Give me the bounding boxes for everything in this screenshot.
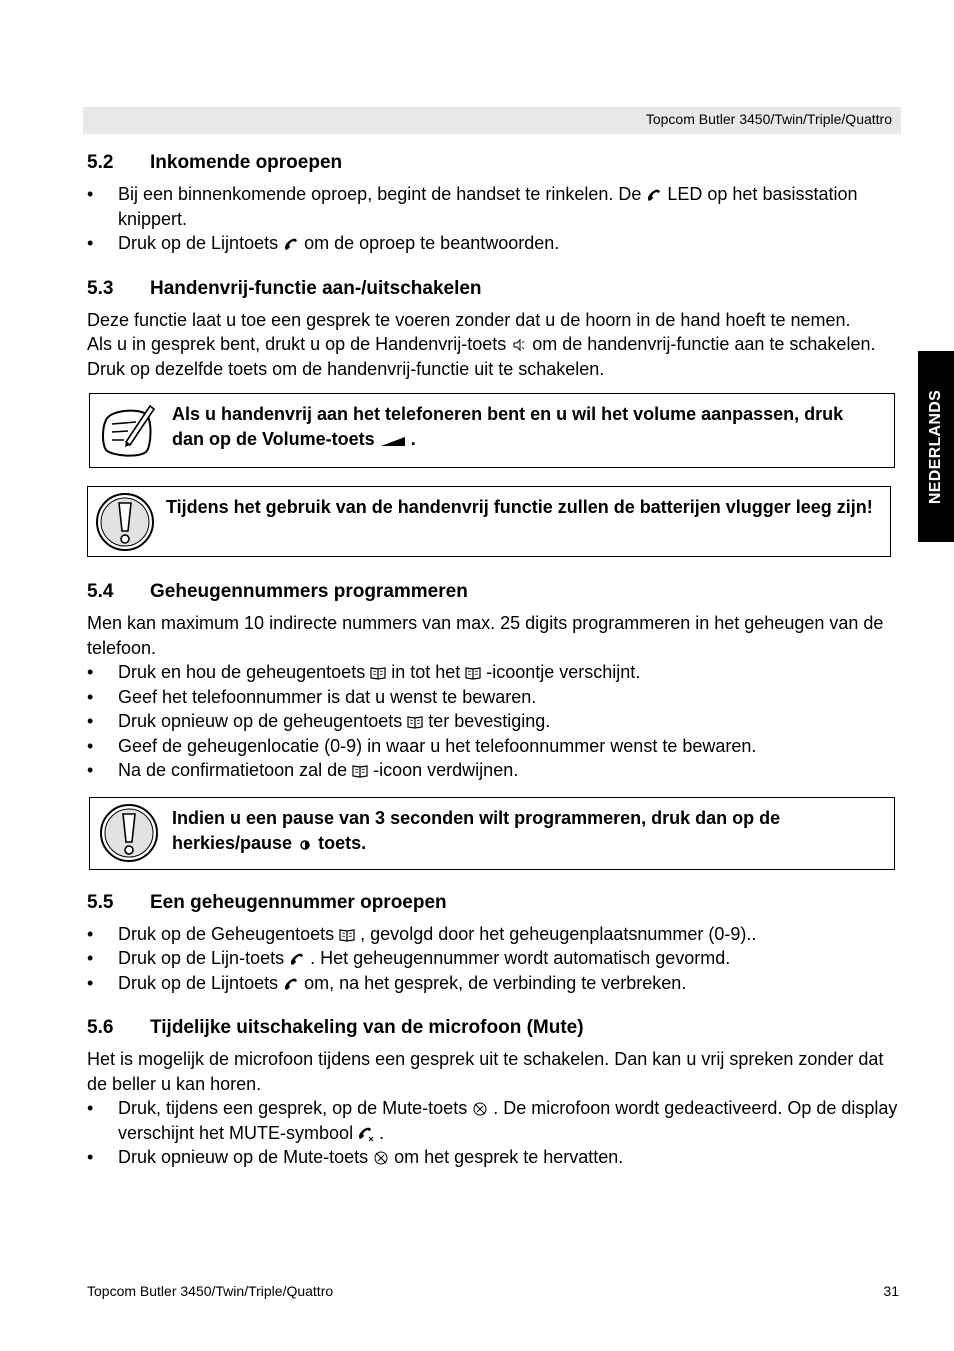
- paragraph: Druk op dezelfde toets om de handenvrij-functie uit te schakelen.: [87, 358, 605, 379]
- page-number: 31: [883, 1283, 899, 1299]
- exclamation-icon: [98, 802, 160, 864]
- section-5-2: [87, 150, 899, 256]
- list-item: • Druk op de Lijntoets om de oproep te beantwoorden.: [87, 231, 899, 256]
- section-5-4: [87, 579, 899, 870]
- bullet-list: [87, 182, 899, 256]
- phonebook-icon: [369, 664, 387, 682]
- phone-icon: [645, 186, 663, 204]
- mute-icon: [372, 1149, 390, 1167]
- warning-box: Indien u een pause van 3 seconden wilt programmeren, druk dan op de herkies/pause toets.: [89, 797, 895, 870]
- list-item: • Na de confirmatietoon zal de -icoon verdwijnen.: [87, 758, 899, 783]
- phone-icon: [282, 235, 300, 253]
- pause-icon: [296, 835, 314, 853]
- speaker-icon: [510, 336, 528, 354]
- volume-icon: [379, 431, 407, 449]
- paragraph: Deze functie laat u toe een gesprek te voeren zonder dat u de hoorn in de hand hoeft te nemen.: [87, 309, 851, 330]
- bullet-list: [87, 922, 899, 996]
- phone-icon: [282, 975, 300, 993]
- section-5-5: [87, 890, 899, 996]
- note-pad-icon: [98, 400, 160, 462]
- list-item: • Druk op de Lijntoets om, na het gesprek, de verbinding te verbreken.: [87, 971, 899, 996]
- list-item: • Bij een binnenkomende oproep, begint de handset te rinkelen. De LED op het basisstation knippert.: [87, 182, 899, 231]
- list-item: • Geef de geheugenlocatie (0-9) in waar u het telefoonnummer wenst te bewaren.: [87, 734, 899, 759]
- section-5-6: [87, 1015, 899, 1170]
- list-item: • Druk, tijdens een gesprek, op de Mute-toets . De microfoon wordt gedeactiveerd. Op de display verschijnt het MUTE-symbool .: [87, 1096, 899, 1145]
- list-item: • Druk opnieuw op de Mute-toets om het gesprek te hervatten.: [87, 1145, 899, 1170]
- section-heading: 5.6 Tijdelijke uitschakeling van de microfoon (Mute): [87, 1017, 584, 1038]
- list-item: • Druk en hou de geheugentoets in tot het -icoontje verschijnt.: [87, 660, 899, 685]
- footer-title: Topcom Butler 3450/Twin/Triple/Quattro: [87, 1283, 334, 1299]
- phonebook-icon: [464, 664, 482, 682]
- header-bar: [83, 107, 901, 134]
- exclamation-icon: [94, 491, 156, 553]
- mute-symbol-icon: [357, 1125, 375, 1143]
- header-title: Topcom Butler 3450/Twin/Triple/Quattro: [645, 111, 892, 127]
- list-item: • Druk op de Lijn-toets . Het geheugennummer wordt automatisch gevormd.: [87, 946, 899, 971]
- list-item: • Geef het telefoonnummer is dat u wenst te bewaren.: [87, 685, 899, 710]
- bullet-list: [87, 1096, 899, 1170]
- mute-icon: [471, 1100, 489, 1118]
- paragraph: Het is mogelijk de microfoon tijdens een gesprek uit te schakelen. Dan kan u vrij spreken zonder dat de beller u kan horen.: [87, 1049, 884, 1094]
- page-content: [87, 150, 899, 1190]
- list-item: • Druk op de Geheugentoets , gevolgd door het geheugenplaatsnummer (0-9)..: [87, 922, 899, 947]
- paragraph: Als u in gesprek bent, drukt u op de Handenvrij-toets om de handenvrij-functie aan te schakelen.: [87, 334, 876, 354]
- phonebook-icon: [351, 762, 369, 780]
- bullet-list: [87, 660, 899, 783]
- language-tab-label: NEDERLANDS: [927, 389, 944, 504]
- phone-icon: [288, 950, 306, 968]
- section-5-3: [87, 276, 899, 558]
- section-heading: 5.4 Geheugennummers programmeren: [87, 581, 468, 602]
- list-item: • Druk opnieuw op de geheugentoets ter bevestiging.: [87, 709, 899, 734]
- language-tab: [918, 351, 954, 542]
- section-heading: 5.5 Een geheugennummer oproepen: [87, 891, 447, 913]
- paragraph: Men kan maximum 10 indirecte nummers van max. 25 digits programmeren in het geheugen van de telefoon.: [87, 613, 884, 658]
- phonebook-icon: [338, 926, 356, 944]
- phonebook-icon: [406, 713, 424, 731]
- note-box: Als u handenvrij aan het telefoneren bent en u wil het volume aanpassen, druk dan op de Volume-toets .: [89, 393, 895, 468]
- section-heading: 5.2 Inkomende oproepen: [87, 152, 343, 173]
- warning-box: Tijdens het gebruik van de handenvrij functie zullen de batterijen vlugger leeg zijn!: [87, 486, 891, 557]
- section-heading: 5.3 Handenvrij-functie aan-/uitschakelen: [87, 277, 482, 299]
